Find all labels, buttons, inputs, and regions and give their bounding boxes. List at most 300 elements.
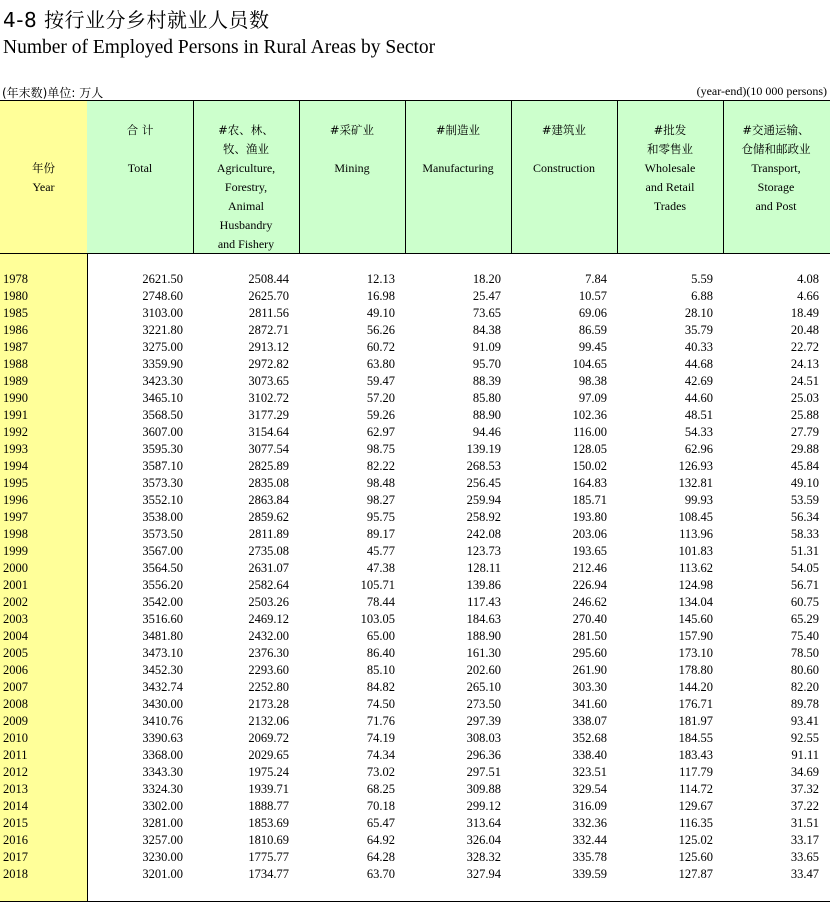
value-cell: 2508.44 <box>248 272 289 286</box>
value-cell: 338.40 <box>572 748 607 762</box>
value-cell: 299.12 <box>466 799 501 813</box>
column-header-line: Total <box>127 161 153 175</box>
value-cell: 69.06 <box>578 306 607 320</box>
year-cell: 2002 <box>3 595 28 609</box>
value-cell: 73.65 <box>472 306 501 320</box>
value-cell: 85.10 <box>366 663 395 677</box>
value-cell: 93.41 <box>790 714 819 728</box>
value-cell: 332.44 <box>572 833 607 847</box>
value-cell: 4.66 <box>797 289 819 303</box>
value-cell: 31.51 <box>790 816 819 830</box>
data-table <box>0 100 830 902</box>
value-cell: 212.46 <box>572 561 607 575</box>
value-cell: 3302.00 <box>142 799 183 813</box>
column-header-line: Manufacturing <box>422 161 494 175</box>
value-cell: 105.71 <box>360 578 395 592</box>
value-cell: 3073.65 <box>248 374 289 388</box>
value-cell: 3343.30 <box>142 765 183 779</box>
value-cell: 54.33 <box>684 425 713 439</box>
column-header-line: #农、林、 <box>218 123 274 137</box>
table-row <box>0 577 830 594</box>
value-cell: 85.80 <box>472 391 501 405</box>
value-cell: 2582.64 <box>248 578 289 592</box>
value-cell: 48.51 <box>684 408 713 422</box>
value-cell: 88.39 <box>472 374 501 388</box>
value-cell: 2469.12 <box>248 612 289 626</box>
value-cell: 99.45 <box>578 340 607 354</box>
value-cell: 164.83 <box>572 476 607 490</box>
value-cell: 65.29 <box>790 612 819 626</box>
column-header-line: and Fishery <box>217 237 275 251</box>
value-cell: 3275.00 <box>142 340 183 354</box>
value-cell: 3102.72 <box>248 391 289 405</box>
table-row <box>0 322 830 339</box>
value-cell: 71.76 <box>366 714 395 728</box>
table-row <box>0 611 830 628</box>
value-cell: 45.77 <box>366 544 395 558</box>
value-cell: 64.92 <box>366 833 395 847</box>
value-cell: 265.10 <box>466 680 501 694</box>
table-row <box>0 645 830 662</box>
value-cell: 20.48 <box>790 323 819 337</box>
table-row <box>0 594 830 611</box>
value-cell: 34.69 <box>790 765 819 779</box>
value-cell: 2872.71 <box>248 323 289 337</box>
year-cell: 1989 <box>3 374 28 388</box>
value-cell: 124.98 <box>678 578 713 592</box>
value-cell: 2913.12 <box>248 340 289 354</box>
value-cell: 25.88 <box>790 408 819 422</box>
value-cell: 2293.60 <box>248 663 289 677</box>
value-cell: 92.55 <box>790 731 819 745</box>
table-row <box>0 458 830 475</box>
value-cell: 4.08 <box>797 272 819 286</box>
value-cell: 3465.10 <box>142 391 183 405</box>
value-cell: 242.08 <box>466 527 501 541</box>
value-cell: 2432.00 <box>248 629 289 643</box>
year-cell: 1985 <box>3 306 28 320</box>
value-cell: 101.83 <box>678 544 713 558</box>
value-cell: 203.06 <box>572 527 607 541</box>
year-cell: 1996 <box>3 493 28 507</box>
value-cell: 176.71 <box>678 697 713 711</box>
table-row <box>0 492 830 509</box>
value-cell: 2811.56 <box>248 306 289 320</box>
value-cell: 64.28 <box>366 850 395 864</box>
value-cell: 3587.10 <box>142 459 183 473</box>
column-header-line: Transport, <box>751 161 801 175</box>
column-header-line: #建筑业 <box>541 123 587 137</box>
year-cell: 2016 <box>3 833 28 847</box>
value-cell: 1775.77 <box>248 850 289 864</box>
table-row <box>0 441 830 458</box>
value-cell: 323.51 <box>572 765 607 779</box>
value-cell: 58.33 <box>790 527 819 541</box>
value-cell: 184.55 <box>678 731 713 745</box>
table-row <box>0 866 830 883</box>
value-cell: 33.65 <box>790 850 819 864</box>
value-cell: 2029.65 <box>248 748 289 762</box>
value-cell: 3564.50 <box>142 561 183 575</box>
column-header-line: Husbandry <box>219 218 273 232</box>
table-row <box>0 764 830 781</box>
table-row <box>0 373 830 390</box>
year-cell: 1993 <box>3 442 28 456</box>
value-cell: 74.50 <box>366 697 395 711</box>
value-cell: 128.11 <box>467 561 501 575</box>
column-header-line <box>87 140 193 159</box>
value-cell: 84.82 <box>366 680 395 694</box>
value-cell: 161.30 <box>466 646 501 660</box>
value-cell: 2972.82 <box>248 357 289 371</box>
value-cell: 316.09 <box>572 799 607 813</box>
value-cell: 86.40 <box>366 646 395 660</box>
value-cell: 95.70 <box>472 357 501 371</box>
year-cell: 2008 <box>3 697 28 711</box>
year-cell: 2012 <box>3 765 28 779</box>
value-cell: 56.34 <box>790 510 819 524</box>
column-header-line: 合 计 <box>126 123 154 137</box>
value-cell: 88.90 <box>472 408 501 422</box>
value-cell: 37.22 <box>790 799 819 813</box>
value-cell: 3154.64 <box>248 425 289 439</box>
value-cell: 60.75 <box>790 595 819 609</box>
value-cell: 3221.80 <box>142 323 183 337</box>
value-cell: 51.31 <box>790 544 819 558</box>
value-cell: 2069.72 <box>248 731 289 745</box>
column-header-line: Agriculture, <box>216 161 276 175</box>
year-cell: 1994 <box>3 459 28 473</box>
table-row <box>0 713 830 730</box>
column-header-line: #交通运输、 <box>742 123 810 137</box>
value-cell: 181.97 <box>678 714 713 728</box>
year-cell: 1978 <box>3 272 28 286</box>
value-cell: 65.47 <box>366 816 395 830</box>
table-row <box>0 730 830 747</box>
value-cell: 16.98 <box>366 289 395 303</box>
value-cell: 10.57 <box>578 289 607 303</box>
column-header-line: #采矿业 <box>329 123 375 137</box>
value-cell: 63.70 <box>366 867 395 881</box>
value-cell: 185.71 <box>572 493 607 507</box>
value-cell: 113.62 <box>679 561 713 575</box>
year-cell: 2005 <box>3 646 28 660</box>
table-row <box>0 781 830 798</box>
column-header-line: 仓储和邮政业 <box>741 142 811 156</box>
value-cell: 117.79 <box>679 765 713 779</box>
table-row <box>0 390 830 407</box>
value-cell: 3568.50 <box>142 408 183 422</box>
value-cell: 70.18 <box>366 799 395 813</box>
value-cell: 37.32 <box>790 782 819 796</box>
year-cell: 1998 <box>3 527 28 541</box>
value-cell: 3359.90 <box>142 357 183 371</box>
value-cell: 1939.71 <box>248 782 289 796</box>
value-cell: 86.59 <box>578 323 607 337</box>
year-cell: 2001 <box>3 578 28 592</box>
column-header <box>299 121 405 178</box>
value-cell: 127.87 <box>678 867 713 881</box>
value-cell: 63.80 <box>366 357 395 371</box>
value-cell: 97.09 <box>578 391 607 405</box>
value-cell: 3423.30 <box>142 374 183 388</box>
year-cell: 1990 <box>3 391 28 405</box>
value-cell: 145.60 <box>678 612 713 626</box>
column-header-line: 和零售业 <box>647 142 693 156</box>
value-cell: 91.11 <box>791 748 819 762</box>
column-header-line: Trades <box>653 199 687 213</box>
value-cell: 3201.00 <box>142 867 183 881</box>
table-row <box>0 696 830 713</box>
value-cell: 183.43 <box>678 748 713 762</box>
value-cell: 33.17 <box>790 833 819 847</box>
value-cell: 49.10 <box>790 476 819 490</box>
year-cell: 1999 <box>3 544 28 558</box>
value-cell: 68.25 <box>366 782 395 796</box>
value-cell: 78.50 <box>790 646 819 660</box>
year-cell: 1992 <box>3 425 28 439</box>
value-cell: 3103.00 <box>142 306 183 320</box>
value-cell: 3324.30 <box>142 782 183 796</box>
value-cell: 116.35 <box>679 816 713 830</box>
value-cell: 256.45 <box>466 476 501 490</box>
value-cell: 328.32 <box>466 850 501 864</box>
table-body <box>0 271 830 883</box>
column-header-line: and Post <box>755 199 797 213</box>
value-cell: 2132.06 <box>248 714 289 728</box>
year-cell: 2018 <box>3 867 28 881</box>
value-cell: 308.03 <box>466 731 501 745</box>
value-cell: 56.71 <box>790 578 819 592</box>
value-cell: 60.72 <box>366 340 395 354</box>
value-cell: 303.30 <box>572 680 607 694</box>
value-cell: 24.51 <box>790 374 819 388</box>
value-cell: 193.80 <box>572 510 607 524</box>
year-cell: 1987 <box>3 340 28 354</box>
value-cell: 94.46 <box>472 425 501 439</box>
year-cell: 2004 <box>3 629 28 643</box>
table-row <box>0 679 830 696</box>
value-cell: 329.54 <box>572 782 607 796</box>
value-cell: 2621.50 <box>142 272 183 286</box>
column-header <box>193 121 299 254</box>
value-cell: 89.17 <box>366 527 395 541</box>
value-cell: 18.20 <box>472 272 501 286</box>
value-cell: 53.59 <box>790 493 819 507</box>
value-cell: 62.97 <box>366 425 395 439</box>
value-cell: 98.48 <box>366 476 395 490</box>
value-cell: 139.19 <box>466 442 501 456</box>
value-cell: 28.10 <box>684 306 713 320</box>
value-cell: 134.04 <box>678 595 713 609</box>
value-cell: 128.05 <box>572 442 607 456</box>
value-cell: 102.36 <box>572 408 607 422</box>
value-cell: 2252.80 <box>248 680 289 694</box>
table-row <box>0 628 830 645</box>
value-cell: 82.22 <box>366 459 395 473</box>
value-cell: 3481.80 <box>142 629 183 643</box>
value-cell: 114.72 <box>679 782 713 796</box>
value-cell: 3607.00 <box>142 425 183 439</box>
value-cell: 139.86 <box>466 578 501 592</box>
value-cell: 3257.00 <box>142 833 183 847</box>
value-cell: 178.80 <box>678 663 713 677</box>
value-cell: 98.75 <box>366 442 395 456</box>
value-cell: 98.38 <box>578 374 607 388</box>
value-cell: 33.47 <box>790 867 819 881</box>
column-header-line: Animal <box>228 199 264 213</box>
value-cell: 75.40 <box>790 629 819 643</box>
value-cell: 29.88 <box>790 442 819 456</box>
value-cell: 25.03 <box>790 391 819 405</box>
value-cell: 297.39 <box>466 714 501 728</box>
value-cell: 2835.08 <box>248 476 289 490</box>
value-cell: 54.05 <box>790 561 819 575</box>
value-cell: 1888.77 <box>248 799 289 813</box>
value-cell: 1853.69 <box>248 816 289 830</box>
value-cell: 73.02 <box>366 765 395 779</box>
value-cell: 1975.24 <box>248 765 289 779</box>
column-header-line <box>405 140 511 159</box>
value-cell: 1810.69 <box>248 833 289 847</box>
value-cell: 3538.00 <box>142 510 183 524</box>
value-cell: 258.92 <box>466 510 501 524</box>
year-cell: 1986 <box>3 323 28 337</box>
unit-label-cn: (年末数)单位: 万人 <box>2 86 104 100</box>
value-cell: 202.60 <box>466 663 501 677</box>
value-cell: 99.93 <box>684 493 713 507</box>
year-cell: 1991 <box>3 408 28 422</box>
table-row <box>0 509 830 526</box>
table-row <box>0 849 830 866</box>
value-cell: 7.84 <box>585 272 607 286</box>
value-cell: 74.34 <box>366 748 395 762</box>
value-cell: 59.26 <box>366 408 395 422</box>
value-cell: 3452.30 <box>142 663 183 677</box>
value-cell: 338.07 <box>572 714 607 728</box>
value-cell: 2503.26 <box>248 595 289 609</box>
value-cell: 3430.00 <box>142 697 183 711</box>
column-header-line: 牧、渔业 <box>223 142 269 156</box>
value-cell: 309.88 <box>466 782 501 796</box>
value-cell: 157.90 <box>678 629 713 643</box>
value-cell: 42.69 <box>684 374 713 388</box>
value-cell: 297.51 <box>466 765 501 779</box>
value-cell: 3230.00 <box>142 850 183 864</box>
value-cell: 268.53 <box>466 459 501 473</box>
column-header <box>405 121 511 178</box>
year-cell: 2000 <box>3 561 28 575</box>
value-cell: 3177.29 <box>248 408 289 422</box>
year-cell: 2014 <box>3 799 28 813</box>
value-cell: 18.49 <box>790 306 819 320</box>
year-header <box>0 159 87 197</box>
year-cell: 2017 <box>3 850 28 864</box>
value-cell: 84.38 <box>472 323 501 337</box>
value-cell: 80.60 <box>790 663 819 677</box>
value-cell: 3595.30 <box>142 442 183 456</box>
value-cell: 3410.76 <box>142 714 183 728</box>
value-cell: 129.67 <box>678 799 713 813</box>
value-cell: 117.43 <box>467 595 501 609</box>
value-cell: 104.65 <box>572 357 607 371</box>
year-cell: 2006 <box>3 663 28 677</box>
value-cell: 59.47 <box>366 374 395 388</box>
column-header <box>87 121 193 178</box>
value-cell: 6.88 <box>691 289 713 303</box>
value-cell: 3077.54 <box>248 442 289 456</box>
value-cell: 3390.63 <box>142 731 183 745</box>
value-cell: 226.94 <box>572 578 607 592</box>
value-cell: 2863.84 <box>248 493 289 507</box>
value-cell: 1734.77 <box>248 867 289 881</box>
value-cell: 40.33 <box>684 340 713 354</box>
year-cell: 1995 <box>3 476 28 490</box>
value-cell: 3573.30 <box>142 476 183 490</box>
value-cell: 273.50 <box>466 697 501 711</box>
table-row <box>0 339 830 356</box>
table-row <box>0 407 830 424</box>
column-header-line: Mining <box>334 161 370 175</box>
value-cell: 74.19 <box>366 731 395 745</box>
value-cell: 3281.00 <box>142 816 183 830</box>
value-cell: 3432.74 <box>142 680 183 694</box>
table-row <box>0 543 830 560</box>
year-header-en: Year <box>32 180 55 194</box>
value-cell: 295.60 <box>572 646 607 660</box>
value-cell: 341.60 <box>572 697 607 711</box>
value-cell: 313.64 <box>466 816 501 830</box>
value-cell: 335.78 <box>572 850 607 864</box>
value-cell: 3556.20 <box>142 578 183 592</box>
value-cell: 35.79 <box>684 323 713 337</box>
value-cell: 95.75 <box>366 510 395 524</box>
page-title-en: Number of Employed Persons in Rural Areas by Sector <box>3 37 436 58</box>
value-cell: 125.60 <box>678 850 713 864</box>
table-row <box>0 747 830 764</box>
value-cell: 125.02 <box>678 833 713 847</box>
value-cell: 49.10 <box>366 306 395 320</box>
value-cell: 352.68 <box>572 731 607 745</box>
page-title-cn: 4-8 按行业分乡村就业人员数 <box>3 8 270 32</box>
value-cell: 5.59 <box>691 272 713 286</box>
column-header-line: Forestry, <box>224 180 268 194</box>
value-cell: 193.65 <box>572 544 607 558</box>
value-cell: 3552.10 <box>142 493 183 507</box>
value-cell: 126.93 <box>678 459 713 473</box>
unit-label-en: (year-end)(10 000 persons) <box>696 84 827 98</box>
value-cell: 2173.28 <box>248 697 289 711</box>
value-cell: 327.94 <box>466 867 501 881</box>
table-row <box>0 424 830 441</box>
value-cell: 45.84 <box>790 459 819 473</box>
value-cell: 78.44 <box>366 595 395 609</box>
column-header-line: Wholesale <box>644 161 696 175</box>
value-cell: 144.20 <box>678 680 713 694</box>
year-header-cn: 年份 <box>32 161 55 175</box>
table-row <box>0 288 830 305</box>
value-cell: 98.27 <box>366 493 395 507</box>
value-cell: 123.73 <box>466 544 501 558</box>
header-divider <box>0 253 830 254</box>
value-cell: 281.50 <box>572 629 607 643</box>
table-row <box>0 798 830 815</box>
value-cell: 2811.89 <box>248 527 289 541</box>
value-cell: 3573.50 <box>142 527 183 541</box>
year-cell: 1997 <box>3 510 28 524</box>
value-cell: 3542.00 <box>142 595 183 609</box>
value-cell: 2825.89 <box>248 459 289 473</box>
